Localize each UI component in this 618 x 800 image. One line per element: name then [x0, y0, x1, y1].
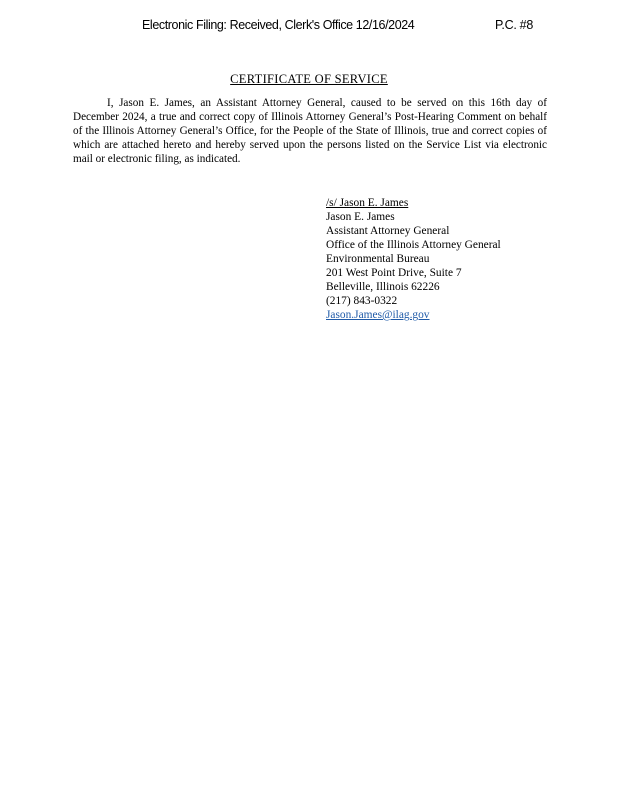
- email-link[interactable]: Jason.James@ilag.gov: [326, 309, 430, 321]
- signature-line: [326, 196, 501, 210]
- filing-stamp: Electronic Filing: Received, Clerk's Office 12/16/2024: [142, 18, 415, 32]
- page-code: P.C. #8: [495, 18, 533, 32]
- signature-block: [326, 196, 501, 322]
- signer-name: Jason E. James: [326, 211, 395, 223]
- signer-office: Office of the Illinois Attorney General: [326, 239, 501, 251]
- signature-text: /s/ Jason E. James: [326, 197, 409, 209]
- signer-role: Assistant Attorney General: [326, 225, 450, 237]
- certificate-body: I, Jason E. James, an Assistant Attorney General, caused to be served on this 16th day of December 2024, a true and correct copy of Illinois Attorney General’s Post-Hearing Comment on behalf of the Illinois Attorney General’s Office, for the People of the State of Illinois, true and correct copies of which are attached hereto and hereby served upon the persons listed on the Service List via electronic mail or electronic filing, as indicated.: [73, 97, 547, 165]
- signer-bureau: Environmental Bureau: [326, 253, 430, 265]
- address-city: Belleville, Illinois 62226: [326, 281, 440, 293]
- document-title: CERTIFICATE OF SERVICE: [230, 72, 388, 86]
- phone-number: (217) 843-0322: [326, 295, 398, 307]
- address-street: 201 West Point Drive, Suite 7: [326, 267, 462, 279]
